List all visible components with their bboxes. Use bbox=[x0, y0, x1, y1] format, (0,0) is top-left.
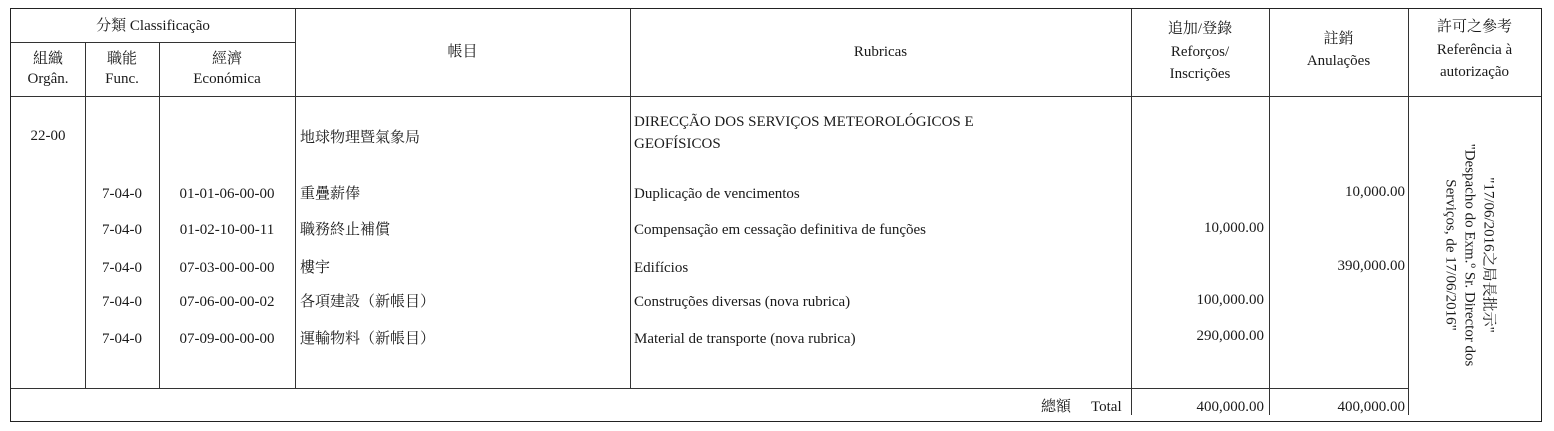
row-econ: 01-02-10-00-11 bbox=[179, 222, 275, 238]
row-reinforce: 290,000.00 bbox=[1196, 328, 1264, 344]
row-econ: 07-03-00-00-00 bbox=[179, 260, 275, 276]
authorization-reference bbox=[1409, 105, 1529, 405]
total-cancel: 400,000.00 bbox=[1337, 399, 1405, 415]
department-name-pt-2: GEOFÍSICOS bbox=[634, 136, 721, 152]
divider bbox=[11, 388, 1408, 389]
divider bbox=[630, 9, 631, 388]
row-func: 7-04-0 bbox=[102, 222, 142, 238]
total-label-zh: 總額 bbox=[1041, 399, 1072, 415]
func-header-pt: Func. bbox=[105, 71, 139, 87]
econ-header-zh: 經濟 bbox=[211, 51, 242, 67]
classification-header: 分類 Classificação bbox=[96, 18, 210, 34]
organ-code: 22-00 bbox=[30, 128, 66, 144]
row-reinforce: 100,000.00 bbox=[1196, 292, 1264, 308]
row-econ: 07-06-00-00-02 bbox=[179, 294, 275, 310]
auth-header-zh: 許可之參考 bbox=[1436, 19, 1512, 35]
reinforce-header-pt2: Inscrições bbox=[1169, 66, 1231, 82]
row-name-pt: Edifícios bbox=[634, 260, 689, 276]
row-name-pt: Construções diversas (nova rubrica) bbox=[634, 294, 851, 310]
econ-header-pt: Económica bbox=[193, 71, 261, 87]
total-reinforce: 400,000.00 bbox=[1196, 399, 1264, 415]
department-name-pt: DIRECÇÃO DOS SERVIÇOS METEOROLÓGICOS E bbox=[634, 114, 974, 130]
organ-header-pt: Orgân. bbox=[27, 71, 69, 87]
row-func: 7-04-0 bbox=[102, 331, 142, 347]
rubric-header-pt: Rubricas bbox=[853, 44, 908, 60]
row-econ: 07-09-00-00-00 bbox=[179, 331, 275, 347]
row-name-zh: 重疊薪俸 bbox=[300, 186, 361, 202]
row-name-pt: Compensação em cessação definitiva de funções bbox=[634, 222, 926, 238]
auth-header-pt1: Referência à bbox=[1436, 42, 1513, 58]
row-cancel: 390,000.00 bbox=[1337, 258, 1405, 274]
row-func: 7-04-0 bbox=[102, 260, 142, 276]
budget-table bbox=[10, 8, 1542, 422]
reinforce-header-pt1: Reforços/ bbox=[1170, 44, 1230, 60]
row-name-zh: 各項建設（新帳目） bbox=[300, 294, 436, 310]
authorization-line-3: Serviços, de 17/06/2016" bbox=[1442, 179, 1459, 331]
auth-header-pt2: autorização bbox=[1439, 64, 1510, 80]
row-func: 7-04-0 bbox=[102, 186, 142, 202]
divider bbox=[295, 9, 296, 388]
row-name-zh: 樓宇 bbox=[300, 260, 331, 276]
cancel-header-pt: Anulações bbox=[1306, 53, 1371, 69]
organ-header-zh: 組織 bbox=[32, 51, 63, 67]
rubric-header-zh: 帳目 bbox=[447, 44, 478, 60]
divider bbox=[11, 42, 295, 43]
func-header-zh: 職能 bbox=[106, 51, 137, 67]
row-name-zh: 運輸物料（新帳目） bbox=[300, 331, 436, 347]
row-cancel: 10,000.00 bbox=[1345, 184, 1405, 200]
department-name-zh: 地球物理暨氣象局 bbox=[300, 130, 421, 146]
row-name-pt: Duplicação de vencimentos bbox=[634, 186, 800, 202]
reinforce-header-zh: 追加/登錄 bbox=[1167, 21, 1233, 37]
divider bbox=[11, 96, 1541, 97]
cancel-header-zh: 註銷 bbox=[1323, 31, 1354, 47]
row-reinforce: 10,000.00 bbox=[1204, 220, 1264, 236]
row-name-zh: 職務終止補償 bbox=[300, 222, 391, 238]
authorization-line-2: "Despacho do Exm.º Sr. Director dos bbox=[1461, 143, 1478, 367]
row-econ: 01-01-06-00-00 bbox=[179, 186, 275, 202]
authorization-line-1: "17/06/2016之局長批示" bbox=[1480, 177, 1497, 333]
total-label-pt: Total bbox=[1091, 399, 1122, 415]
row-func: 7-04-0 bbox=[102, 294, 142, 310]
row-name-pt: Material de transporte (nova rubrica) bbox=[634, 331, 856, 347]
